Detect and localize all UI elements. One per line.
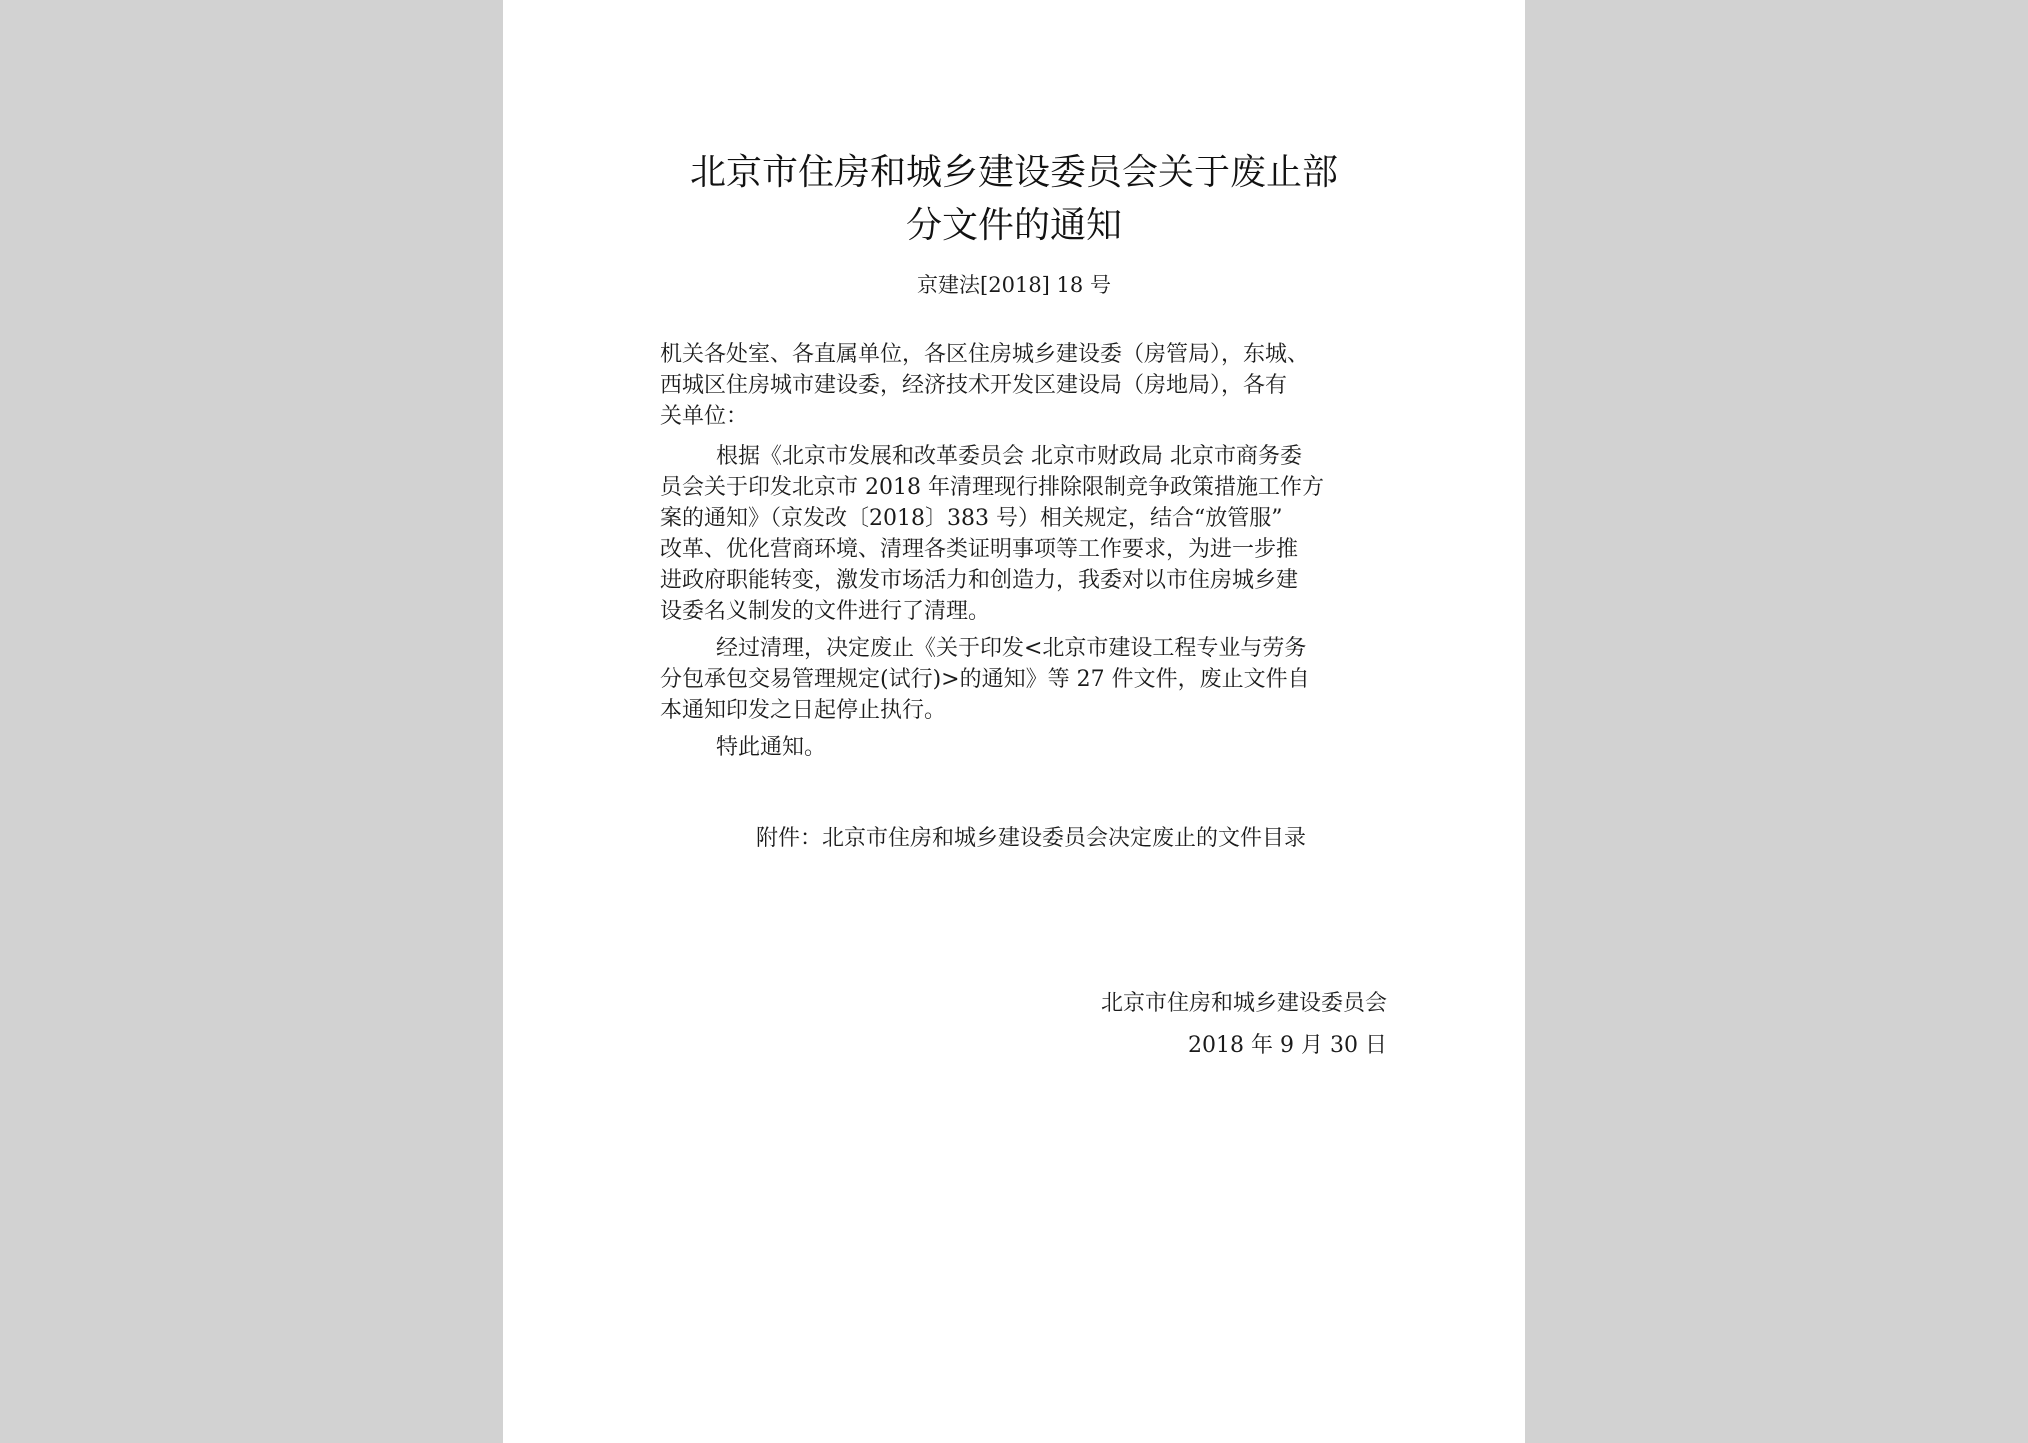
document-number: 京建法[2018] 18 号 (917, 273, 1111, 297)
recipients-line: 机关各处室、各直属单位，各区住房城乡建设委（房管局），东城、 (660, 342, 1310, 367)
title-line-1: 北京市住房和城乡建设委员会关于废止部 (689, 152, 1338, 193)
paragraph-line: 根据《北京市发展和改革委员会 北京市财政局 北京市商务委 (716, 444, 1302, 469)
paragraph-line: 员会关于印发北京市 2018 年清理现行排除限制竞争政策措施工作方 (660, 475, 1324, 500)
document-title (503, 146, 1525, 252)
paragraph-decision (660, 633, 1360, 726)
paragraph-basis (660, 441, 1360, 627)
paragraph-line: 案的通知》（京发改〔2018〕383 号）相关规定，结合“放管服” (660, 506, 1283, 531)
recipients-line: 关单位： (660, 404, 749, 429)
document-body (660, 339, 1360, 763)
paragraph-line: 设委名义制发的文件进行了清理。 (660, 599, 991, 624)
signature-block (1101, 983, 1387, 1067)
closing-line: 特此通知。 (716, 735, 827, 760)
recipients (660, 339, 1360, 432)
paragraph-line: 本通知印发之日起停止执行。 (660, 698, 947, 723)
document-page (503, 0, 1525, 1443)
attachment-note: 附件：北京市住房和城乡建设委员会决定废止的文件目录 (756, 826, 1307, 851)
title-line-2: 分文件的通知 (905, 205, 1122, 246)
recipients-line: 西城区住房城市建设委，经济技术开发区建设局（房地局），各有 (660, 373, 1288, 398)
paragraph-line: 改革、优化营商环境、清理各类证明事项等工作要求，为进一步推 (660, 537, 1299, 562)
paragraph-line: 进政府职能转变，激发市场活力和创造力，我委对以市住房城乡建 (660, 568, 1299, 593)
issuing-organization: 北京市住房和城乡建设委员会 (1100, 991, 1387, 1016)
paragraph-line: 经过清理，决定废止《关于印发<北京市建设工程专业与劳务 (716, 636, 1307, 661)
paragraph-line: 分包承包交易管理规定(试行)>的通知》等 27 件文件，废止文件自 (660, 667, 1310, 692)
issue-date: 2018 年 9 月 30 日 (1188, 1033, 1387, 1058)
closing-notice (660, 732, 1360, 763)
